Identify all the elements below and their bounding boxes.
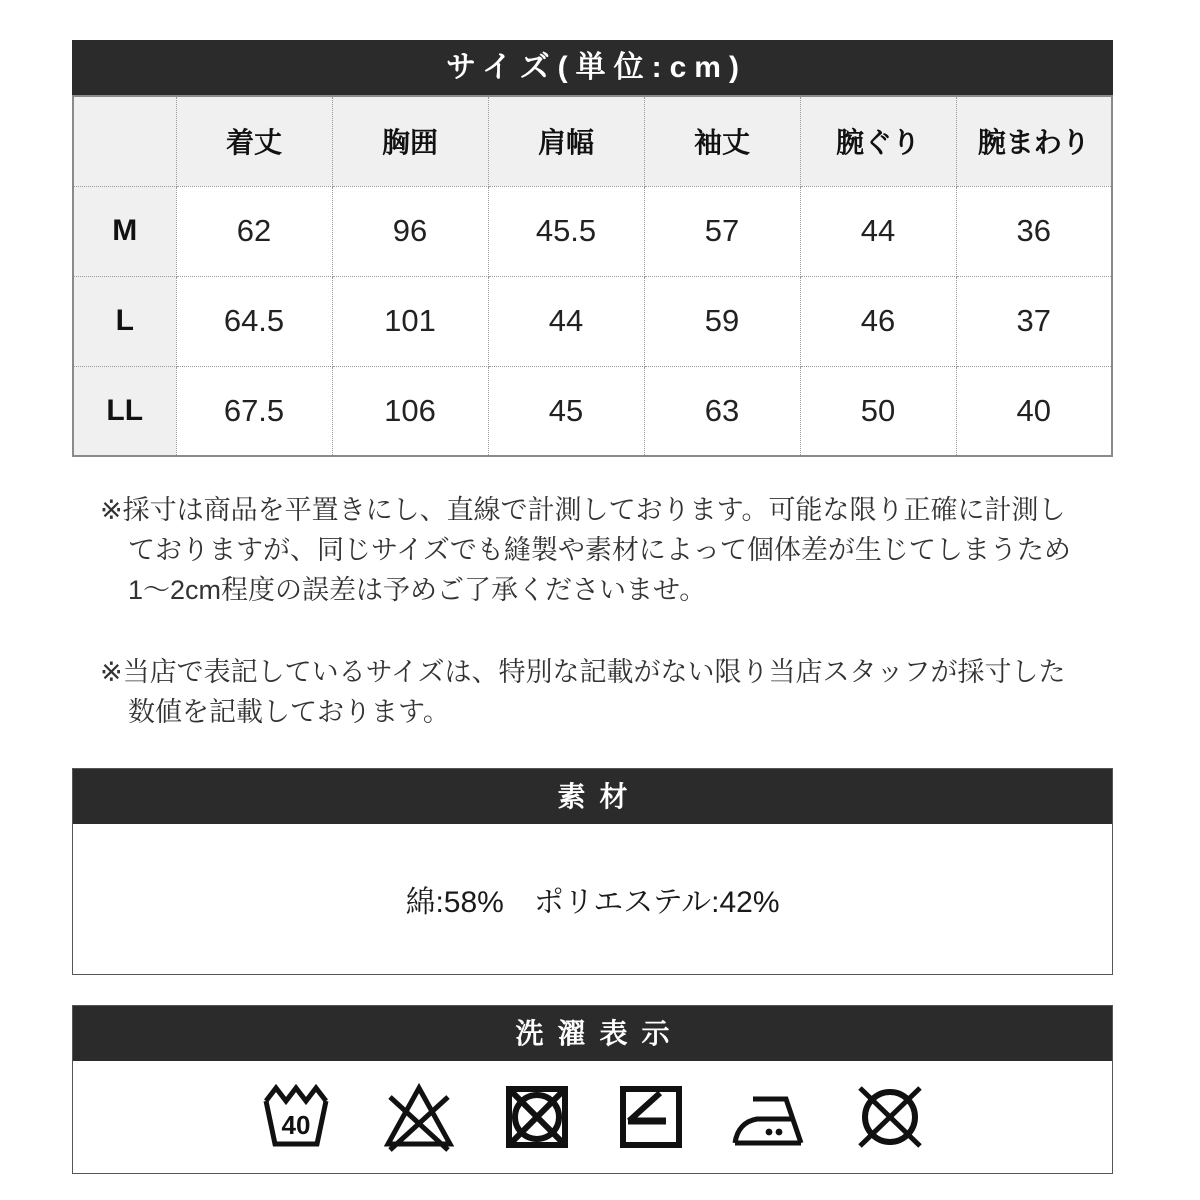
size-value: 50 xyxy=(800,366,956,456)
care-icons-row xyxy=(73,1061,1112,1173)
size-value: 37 xyxy=(956,276,1112,366)
size-value: 44 xyxy=(800,186,956,276)
size-chart-title: サイズ(単位:cm) xyxy=(72,40,1113,95)
material-composition-text: 綿:58% ポリエステル:42% xyxy=(405,886,780,919)
size-value: 40 xyxy=(956,366,1112,456)
size-row-l xyxy=(73,276,1112,366)
col-header-shoulder: 肩幅 xyxy=(488,96,644,186)
note-line: 1〜2cm程度の誤差は予めご了承くださいませ。 xyxy=(128,575,707,605)
size-table xyxy=(72,95,1113,457)
col-header-arm-circumference: 腕まわり xyxy=(956,96,1112,186)
size-value: 44 xyxy=(488,276,644,366)
do-not-bleach-icon xyxy=(379,1081,459,1153)
wash-40-icon xyxy=(257,1081,337,1153)
size-value: 59 xyxy=(644,276,800,366)
col-header-chest: 胸囲 xyxy=(332,96,488,186)
measurement-note xyxy=(72,490,1113,610)
note-line: ※採寸は商品を平置きにし、直線で計測しております。可能な限り正確に計測し xyxy=(100,495,1066,525)
size-value: 67.5 xyxy=(176,366,332,456)
do-not-tumble-dry-icon xyxy=(501,1081,573,1153)
material-section xyxy=(72,768,1113,975)
col-header-body-length: 着丈 xyxy=(176,96,332,186)
size-value: 63 xyxy=(644,366,800,456)
size-row-m xyxy=(73,186,1112,276)
size-notation-note xyxy=(72,652,1113,732)
svg-text:40: 40 xyxy=(281,1110,310,1140)
size-value: 57 xyxy=(644,186,800,276)
size-value: 96 xyxy=(332,186,488,276)
size-chart-section xyxy=(72,40,1113,457)
col-header-armhole: 腕ぐり xyxy=(800,96,956,186)
note-line: ※当店で表記しているサイズは、特別な記載がない限り当店スタッフが採寸した xyxy=(100,657,1066,687)
dry-flat-in-shade-icon xyxy=(615,1081,687,1153)
corner-cell xyxy=(73,96,176,186)
size-value: 45 xyxy=(488,366,644,456)
note-line: ておりますが、同じサイズでも縫製や素材によって個体差が生じてしまうため xyxy=(128,535,1071,565)
size-label: LL xyxy=(73,366,176,456)
size-value: 36 xyxy=(956,186,1112,276)
product-spec-page xyxy=(72,0,1113,1174)
material-composition xyxy=(73,824,1112,974)
size-label: M xyxy=(73,186,176,276)
size-value: 106 xyxy=(332,366,488,456)
care-title: 洗濯表示 xyxy=(73,1006,1112,1061)
size-label: L xyxy=(73,276,176,366)
material-title: 素材 xyxy=(73,769,1112,824)
size-value: 62 xyxy=(176,186,332,276)
size-value: 45.5 xyxy=(488,186,644,276)
note-line: 数値を記載しております。 xyxy=(128,697,450,727)
size-value: 64.5 xyxy=(176,276,332,366)
size-value: 46 xyxy=(800,276,956,366)
size-row-ll xyxy=(73,366,1112,456)
col-header-sleeve: 袖丈 xyxy=(644,96,800,186)
care-section xyxy=(72,1005,1113,1174)
size-value: 101 xyxy=(332,276,488,366)
do-not-dry-clean-icon xyxy=(851,1081,929,1153)
size-table-header-row xyxy=(73,96,1112,186)
iron-medium-two-dots-icon xyxy=(729,1083,809,1151)
